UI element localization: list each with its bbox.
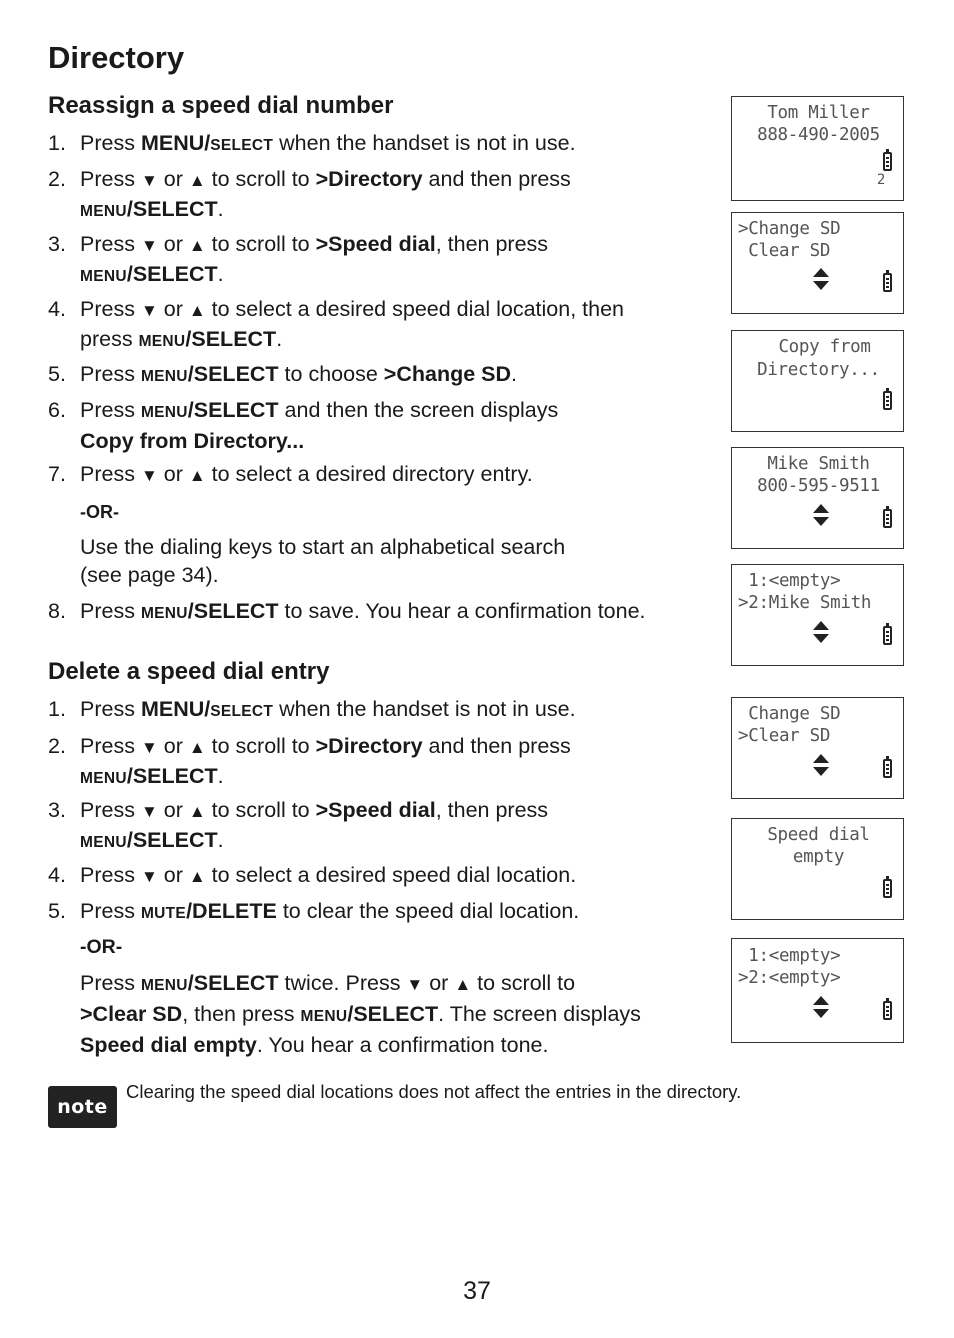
lcd-screen-change-sd: >Change SD Clear SD: [731, 212, 904, 314]
lcd-screen-speed-dial-list: 1:<empty> >2:Mike Smith: [731, 564, 904, 666]
battery-icon: [883, 273, 892, 292]
down-arrow-icon: ▼: [140, 301, 158, 320]
lcd-screen-clear-sd: Change SD >Clear SD: [731, 697, 904, 799]
alt-instruction: Use the dialing keys to start an alphabetical search (see page 34).: [80, 535, 566, 587]
lcd-screen-both-empty: 1:<empty> >2:<empty>: [731, 938, 904, 1043]
lcd-screen-mike-smith: Mike Smith 800-595-9511: [731, 447, 904, 549]
down-arrow-icon: ▼: [140, 802, 158, 821]
up-arrow-icon: ▲: [188, 867, 206, 886]
up-down-arrow-icon: [813, 754, 829, 776]
down-arrow-icon: ▼: [140, 236, 158, 255]
lcd-screen-copy-from-directory: Copy from Directory...: [731, 330, 904, 432]
section-title-reassign: Reassign a speed dial number: [48, 92, 394, 119]
up-down-arrow-icon: [813, 621, 829, 643]
battery-icon: [883, 391, 892, 410]
up-down-arrow-icon: [813, 504, 829, 526]
reassign-step-3: 3. Press ▼ or ▲ to scroll to >Speed dial, then press MENU/SELECT.: [48, 232, 549, 286]
down-arrow-icon: ▼: [140, 867, 158, 886]
down-arrow-icon: ▼: [140, 171, 158, 190]
delete-step-5: 5. Press MUTE/DELETE to clear the speed dial location.: [48, 899, 580, 923]
delete-step-3: 3. Press ▼ or ▲ to scroll to >Speed dial, then press MENU/SELECT.: [48, 798, 549, 852]
up-down-arrow-icon: [813, 268, 829, 290]
section-title-delete: Delete a speed dial entry: [48, 658, 330, 685]
battery-icon: [883, 152, 892, 171]
reassign-step-1: 1. Press MENU/SELECT when the handset is not in use.: [48, 131, 576, 155]
reassign-step-7: 7. Press ▼ or ▲ to select a desired directory entry.: [48, 460, 713, 490]
reassign-step-6: 6. Press MENU/SELECT and then the screen displays Copy from Directory...: [48, 398, 559, 453]
reassign-step-2: 2. Press ▼ or ▲ to scroll to >Directory and then press MENU/SELECT.: [48, 167, 571, 221]
down-arrow-icon: ▼: [406, 975, 424, 994]
page-title: Directory: [48, 40, 185, 75]
battery-icon: [883, 626, 892, 645]
battery-icon: [883, 509, 892, 528]
up-arrow-icon: ▲: [188, 171, 206, 190]
reassign-step-5: 5. Press MENU/SELECT to choose >Change SD.: [48, 362, 517, 386]
up-arrow-icon: ▲: [454, 975, 472, 994]
up-arrow-icon: ▲: [188, 466, 206, 485]
delete-step-1: 1. Press MENU/SELECT when the handset is not in use.: [48, 697, 576, 721]
reassign-step-4: 4. Press ▼ or ▲ to select a desired speed dial location, then press MENU/SELECT.: [48, 297, 624, 351]
lcd-screen-speed-dial-empty: Speed dial empty: [731, 818, 904, 920]
up-arrow-icon: ▲: [188, 738, 206, 757]
note-text: Clearing the speed dial locations does not affect the entries in the directory.: [126, 1081, 742, 1102]
or-label: -OR-: [80, 502, 119, 522]
battery-icon: [883, 759, 892, 778]
up-arrow-icon: ▲: [188, 236, 206, 255]
lcd-screen-tom-miller: Tom Miller 888-490-2005 2: [731, 96, 904, 201]
delete-step-4: 4. Press ▼ or ▲ to select a desired speed dial location.: [48, 861, 713, 891]
up-down-arrow-icon: [813, 996, 829, 1018]
page-number: 37: [463, 1277, 491, 1305]
battery-icon: [883, 1001, 892, 1020]
up-arrow-icon: ▲: [188, 802, 206, 821]
or-label: -OR-: [80, 936, 123, 958]
reassign-step-8: 8. Press MENU/SELECT to save. You hear a confirmation tone.: [48, 599, 646, 623]
down-arrow-icon: ▼: [140, 738, 158, 757]
up-arrow-icon: ▲: [188, 301, 206, 320]
down-arrow-icon: ▼: [140, 466, 158, 485]
delete-alt-instruction: Press MENU/SELECT twice. Press ▼ or ▲ to scroll to >Clear SD, then press MENU/SELECT. The screen displays Speed dial empty. You hear a confirmation tone.: [80, 971, 641, 1057]
note-badge: note: [48, 1086, 117, 1128]
battery-icon: [883, 879, 892, 898]
delete-step-2: 2. Press ▼ or ▲ to scroll to >Directory and then press MENU/SELECT.: [48, 734, 571, 788]
